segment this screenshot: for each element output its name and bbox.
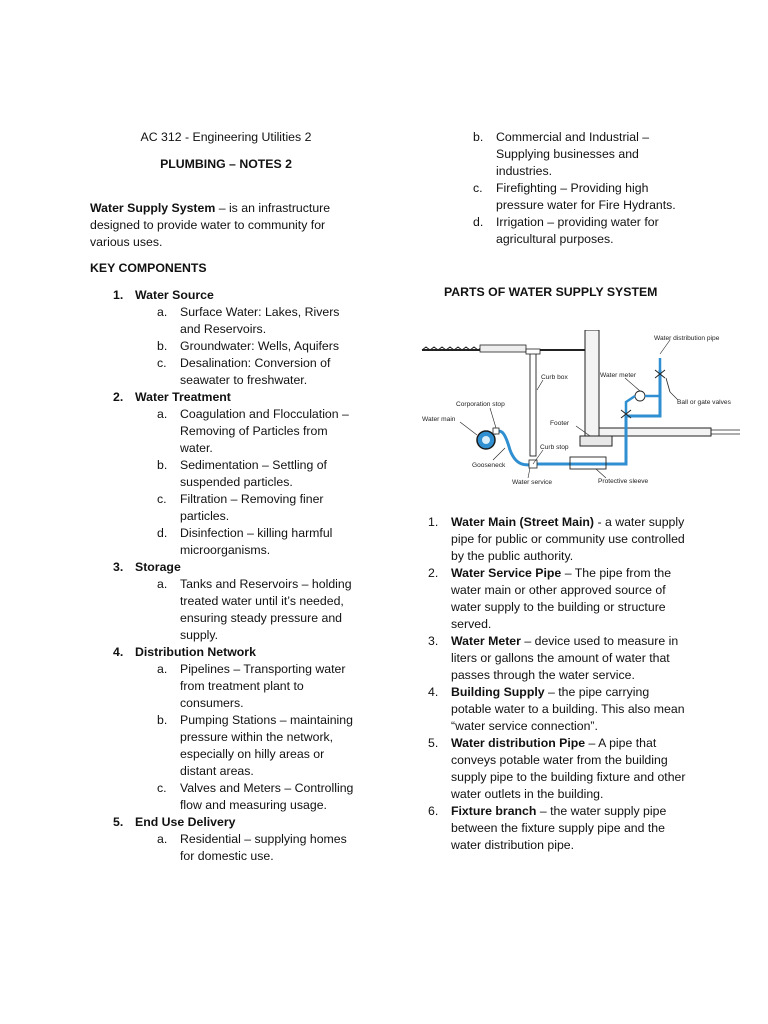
water-supply-diagram <box>420 330 742 490</box>
sub-item <box>90 457 362 491</box>
sub-item <box>90 525 362 559</box>
list-letter: b. <box>157 713 168 727</box>
list-letter: a. <box>157 407 168 421</box>
label-footer: Footer <box>550 420 570 427</box>
sub-item-text: Sedimentation – Settling of suspended particles. <box>180 458 327 489</box>
component-item <box>90 559 362 576</box>
part-term: Water Service Pipe <box>451 566 562 580</box>
sub-item-text: Commercial and Industrial – Supplying businesses and industries. <box>496 130 650 178</box>
sub-item-text: Residential – supplying homes for domestic use. <box>180 832 347 863</box>
label-water-service: Water service <box>512 479 553 486</box>
list-number: 6. <box>428 804 439 818</box>
sub-item <box>90 576 362 644</box>
list-number: 1. <box>428 515 439 529</box>
sub-item <box>90 661 362 712</box>
sub-item <box>90 780 362 814</box>
curb-box-cap <box>526 349 540 354</box>
label-water-meter: Water meter <box>600 372 637 379</box>
part-item <box>428 565 690 633</box>
part-term: Water distribution Pipe <box>451 736 586 750</box>
sub-item <box>90 338 362 355</box>
floor-slab <box>599 428 711 436</box>
list-letter: d. <box>473 215 484 229</box>
sidewalk <box>480 345 526 352</box>
sub-item-text: Irrigation – providing water for agricultural purposes. <box>496 215 659 246</box>
corporation-stop <box>493 428 499 434</box>
component-title: Water Treatment <box>135 390 231 404</box>
leader-line <box>625 378 640 391</box>
sub-item-text: Pipelines – Transporting water from treatment plant to consumers. <box>180 662 346 710</box>
sub-item <box>90 304 362 338</box>
part-item <box>428 633 690 684</box>
part-description: – The pipe from the water main or other approved source of water supply to the building or structure served. <box>451 566 672 631</box>
list-letter: d. <box>157 526 168 540</box>
sub-item <box>428 214 690 248</box>
slab-extension <box>711 430 740 434</box>
label-water-distribution-pipe: Water distribution pipe <box>654 335 720 342</box>
component-item <box>90 644 362 661</box>
part-item <box>428 514 690 565</box>
part-term: Building Supply <box>451 685 545 699</box>
part-item <box>428 803 690 854</box>
sub-item-text: Pumping Stations – maintaining pressure within the network, especially on hilly areas or distant areas. <box>180 713 353 778</box>
part-description: – device used to measure in liters or gallons the amount of water that passes through the water service. <box>451 634 679 682</box>
label-water-main: Water main <box>422 416 456 423</box>
sub-item-text: Tanks and Reservoirs – holding treated water until it’s needed, ensuring steady pressure and supply. <box>180 577 352 642</box>
list-letter: a. <box>157 305 168 319</box>
components-list <box>90 287 362 865</box>
sub-item <box>90 355 362 389</box>
component-title: End Use Delivery <box>135 815 236 829</box>
water-meter <box>635 391 645 401</box>
sub-item-text: Surface Water: Lakes, Rivers and Reservoirs. <box>180 305 340 336</box>
component-item <box>90 389 362 406</box>
key-components-heading: KEY COMPONENTS <box>90 261 207 275</box>
label-gooseneck: Gooseneck <box>472 462 506 469</box>
list-letter: c. <box>157 356 167 370</box>
sub-item <box>90 491 362 525</box>
sub-item-text: Filtration – Removing finer particles. <box>180 492 324 523</box>
list-letter: a. <box>157 662 168 676</box>
leader-line <box>660 340 670 354</box>
label-curb-box: Curb box <box>541 374 568 381</box>
sub-item <box>428 180 690 214</box>
part-term: Fixture branch <box>451 804 537 818</box>
list-letter: a. <box>157 832 168 846</box>
part-description: – the water supply pipe between the fixture supply pipe and the water distribution pipe. <box>451 804 667 852</box>
sub-item <box>90 712 362 780</box>
component-title: Distribution Network <box>135 645 256 659</box>
sub-item-text: Desalination: Conversion of seawater to freshwater. <box>180 356 331 387</box>
part-term: Water Main (Street Main) <box>451 515 595 529</box>
sub-item <box>428 129 690 180</box>
parts-heading: PARTS OF WATER SUPPLY SYSTEM <box>444 285 658 299</box>
list-number: 2. <box>113 390 124 404</box>
leader-line <box>537 380 543 390</box>
component-item <box>90 287 362 304</box>
leader-line <box>493 448 505 460</box>
component-title: Water Source <box>135 288 214 302</box>
label-protective-sleeve: Protective sleeve <box>598 478 649 485</box>
list-number: 5. <box>113 815 124 829</box>
right-column <box>428 129 690 301</box>
sub-item-text: Coagulation and Flocculation – Removing of Particles from water. <box>180 407 349 455</box>
list-number: 1. <box>113 288 124 302</box>
list-letter: c. <box>473 181 483 195</box>
component-item <box>90 814 362 831</box>
part-description: – A pipe that conveys potable water from the building supply pipe to the building fixture and other water outlets in the building. <box>451 736 686 801</box>
leader-line <box>528 468 530 478</box>
leader-line <box>490 408 496 428</box>
list-letter: b. <box>157 458 168 472</box>
water-main-bore <box>482 436 490 444</box>
sub-item-text: Groundwater: Wells, Aquifers <box>180 339 340 353</box>
component-title: Storage <box>135 560 181 574</box>
part-description: – the pipe carrying potable water to a building. This also mean “water service connection”. <box>451 685 685 733</box>
leader-line <box>596 469 606 478</box>
intro-definition: – is an infrastructure designed to provide water to community for various uses. <box>90 201 331 249</box>
leader-line <box>460 422 477 435</box>
intro-term: Water Supply System <box>90 201 216 215</box>
left-column <box>90 129 362 865</box>
label-corporation-stop: Corporation stop <box>456 401 505 408</box>
list-number: 4. <box>428 685 439 699</box>
sub-item-text: Firefighting – Providing high pressure water for Fire Hydrants. <box>496 181 676 212</box>
list-letter: b. <box>473 130 484 144</box>
parts-list <box>428 514 690 854</box>
list-number: 3. <box>428 634 439 648</box>
list-number: 2. <box>428 566 439 580</box>
valve-stem <box>666 378 670 392</box>
list-number: 4. <box>113 645 124 659</box>
list-number: 5. <box>428 736 439 750</box>
sub-item <box>90 831 362 865</box>
part-description: - a water supply pipe for public or community use controlled by the public authority. <box>451 515 685 563</box>
notes-title: PLUMBING – NOTES 2 <box>160 157 292 171</box>
footer <box>580 436 612 446</box>
list-letter: a. <box>157 577 168 591</box>
sub-item <box>90 406 362 457</box>
list-letter: c. <box>157 781 167 795</box>
list-letter: c. <box>157 492 167 506</box>
course-title: AC 312 - Engineering Utilities 2 <box>140 130 312 144</box>
water-service-pipe <box>494 370 660 465</box>
intro-paragraph <box>90 200 362 251</box>
curb-box <box>530 352 536 456</box>
part-term: Water Meter <box>451 634 521 648</box>
sub-item-text: Valves and Meters – Controlling flow and measuring usage. <box>180 781 354 812</box>
part-item <box>428 684 690 735</box>
part-item <box>428 735 690 803</box>
foundation-wall <box>585 330 599 438</box>
list-letter: b. <box>157 339 168 353</box>
label-ball-or-gate-valves: Ball or gate valves <box>677 399 731 406</box>
label-curb-stop: Curb stop <box>540 444 569 451</box>
list-number: 3. <box>113 560 124 574</box>
sub-item-text: Disinfection – killing harmful microorganisms. <box>180 526 333 557</box>
